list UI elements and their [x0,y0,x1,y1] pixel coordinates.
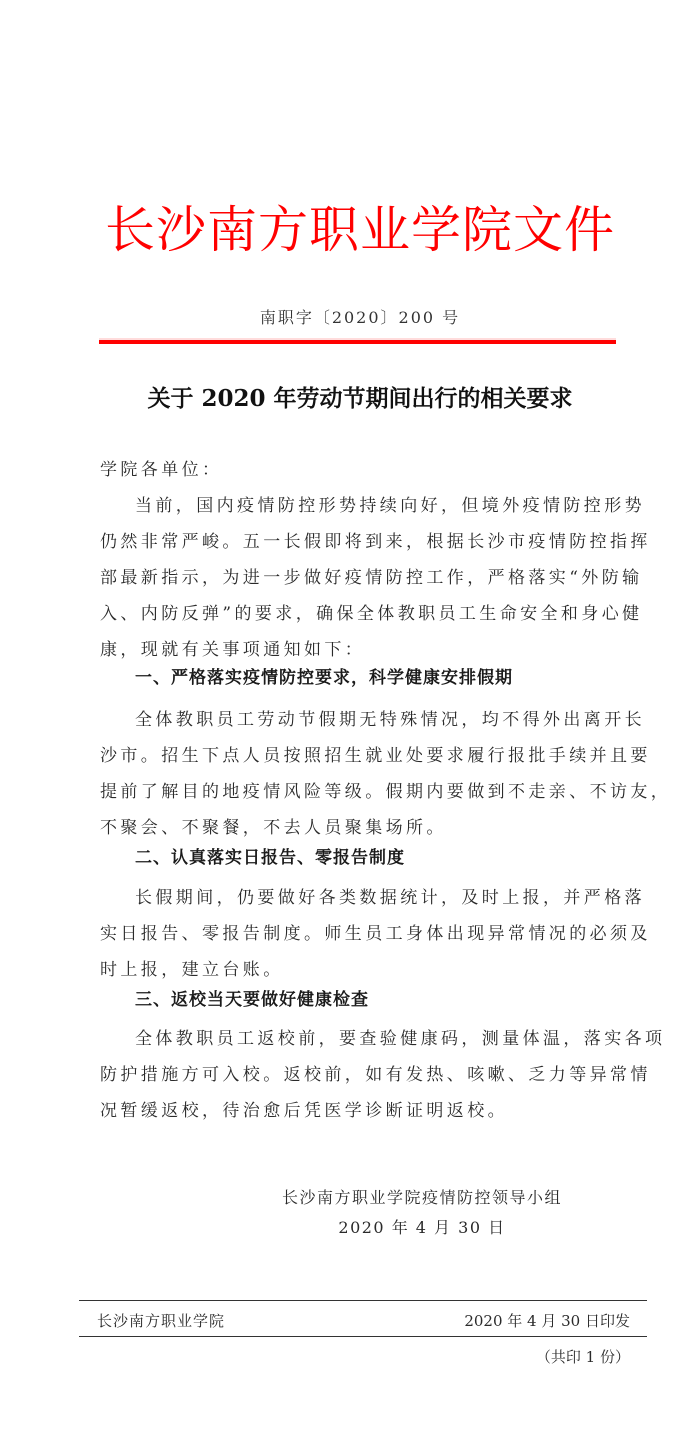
paragraph-line: 沙市。招生下点人员按照招生就业处要求履行报批手续并且要 [100,746,651,766]
section-2-paragraph [100,880,651,988]
section-3-paragraph [100,1021,666,1129]
footer-top-divider [79,1300,647,1301]
paragraph-line: 长假期间，仍要做好各类数据统计，及时上报，并严格落 [135,888,645,908]
paragraph-line: 部最新指示，为进一步做好疫情防控工作，严格落实“外防输 [100,568,643,588]
paragraph-line: 况暂缓返校，待治愈后凭医学诊断证明返校。 [100,1101,508,1121]
paragraph-line: 不聚会、不聚餐，不去人员聚集场所。 [100,818,447,838]
section-heading-2: 二、认真落实日报告、零报告制度 [135,848,405,868]
paragraph-line: 提前了解目的地疫情风险等级。假期内要做到不走亲、不访友， [100,782,672,802]
paragraph-line: 全体教职员工劳动节假期无特殊情况，均不得外出离开长 [135,710,645,730]
footer-issue-date: 2020 年 4 月 30 日印发 [464,1312,630,1330]
document-org-header: 长沙南方职业学院文件 [105,201,615,259]
paragraph-line: 仍然非常严峻。五一长假即将到来，根据长沙市疫情防控指挥 [100,532,651,552]
paragraph-line: 防护措施方可入校。返校前，如有发热、咳嗽、乏力等异常情 [100,1065,651,1085]
paragraph-line: 当前，国内疫情防控形势持续向好，但境外疫情防控形势 [135,496,645,516]
footer-bottom-divider [79,1336,647,1337]
paragraph-line: 时上报，建立台账。 [100,960,284,980]
paragraph-line: 入、内防反弹”的要求，确保全体教职员工生命安全和身心健 [100,604,643,624]
signature-date: 2020 年 4 月 30 日 [338,1218,506,1237]
section-1-paragraph [100,702,672,846]
salutation: 学院各单位： [100,460,223,480]
intro-paragraph [100,488,651,668]
footer-issuer: 长沙南方职业学院 [97,1312,226,1330]
section-heading-3: 三、返校当天要做好健康检查 [135,990,369,1010]
signature-organization: 长沙南方职业学院疫情防控领导小组 [281,1188,562,1207]
paragraph-line: 全体教职员工返校前，要查验健康码，测量体温，落实各项 [135,1029,666,1049]
document-number: 南职字〔2020〕200 号 [259,308,461,327]
paragraph-line: 康，现就有关事项通知如下： [100,640,366,660]
paragraph-line: 实日报告、零报告制度。师生员工身体出现异常情况的必须及 [100,924,651,944]
print-copies-note: （共印 1 份） [535,1348,630,1366]
section-heading-1: 一、严格落实疫情防控要求，科学健康安排假期 [135,668,513,688]
red-header-divider [99,340,616,344]
document-title: 关于 2020 年劳动节期间出行的相关要求 [147,385,573,412]
